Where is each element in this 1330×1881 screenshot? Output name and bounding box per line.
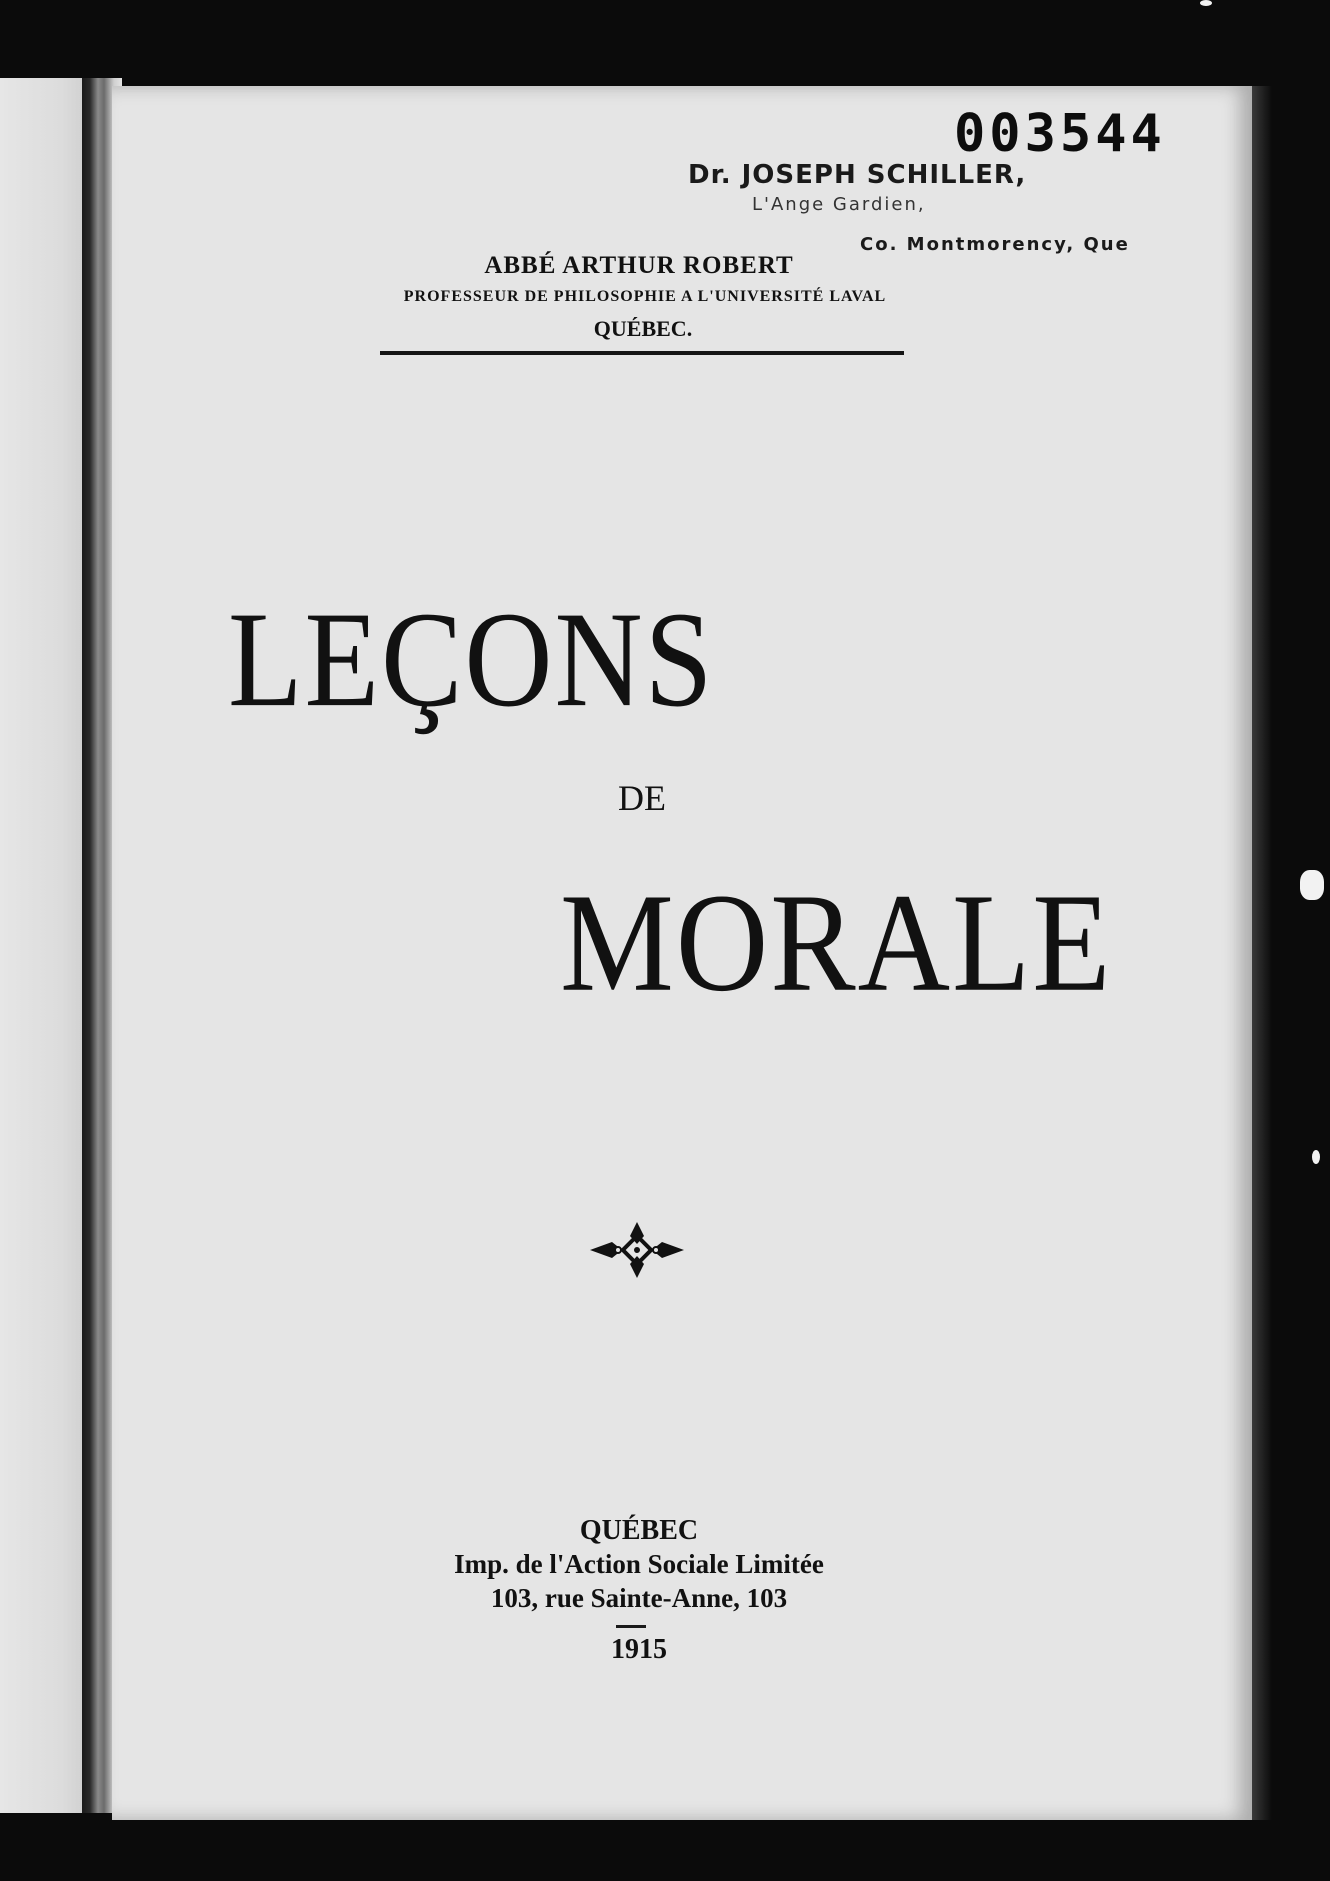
catalog-number: 003544 — [954, 104, 1166, 164]
imprint-year: 1915 — [611, 1634, 667, 1665]
owner-stamp-county: Co. Montmorency, Que — [860, 234, 1130, 255]
imprint-city: QUÉBEC — [579, 1515, 699, 1546]
title-line-1: LEÇONS — [228, 584, 715, 736]
paper-speck — [1312, 1150, 1320, 1164]
owner-stamp-name: Dr. JOSEPH SCHILLER, — [688, 160, 1027, 190]
author-name: ABBÉ ARTHUR ROBERT — [484, 252, 794, 279]
paper-speck — [1300, 870, 1324, 900]
imprint-printer: Imp. de l'Action Sociale Limitée — [454, 1549, 824, 1579]
title-line-2: DE — [618, 778, 666, 818]
fleuron-ornament-icon — [588, 1218, 686, 1282]
imprint-rule — [616, 1625, 646, 1628]
header-rule — [380, 351, 904, 355]
owner-stamp-place: L'Ange Gardien, — [752, 194, 926, 215]
imprint-address: 103, rue Sainte-Anne, 103 — [490, 1583, 788, 1613]
author-city: QUÉBEC. — [593, 316, 693, 341]
paper-speck — [1200, 0, 1212, 6]
author-position: PROFESSEUR DE PHILOSOPHIE A L'UNIVERSITÉ LAVAL — [403, 288, 887, 305]
title-line-3: MORALE — [560, 864, 1113, 1021]
